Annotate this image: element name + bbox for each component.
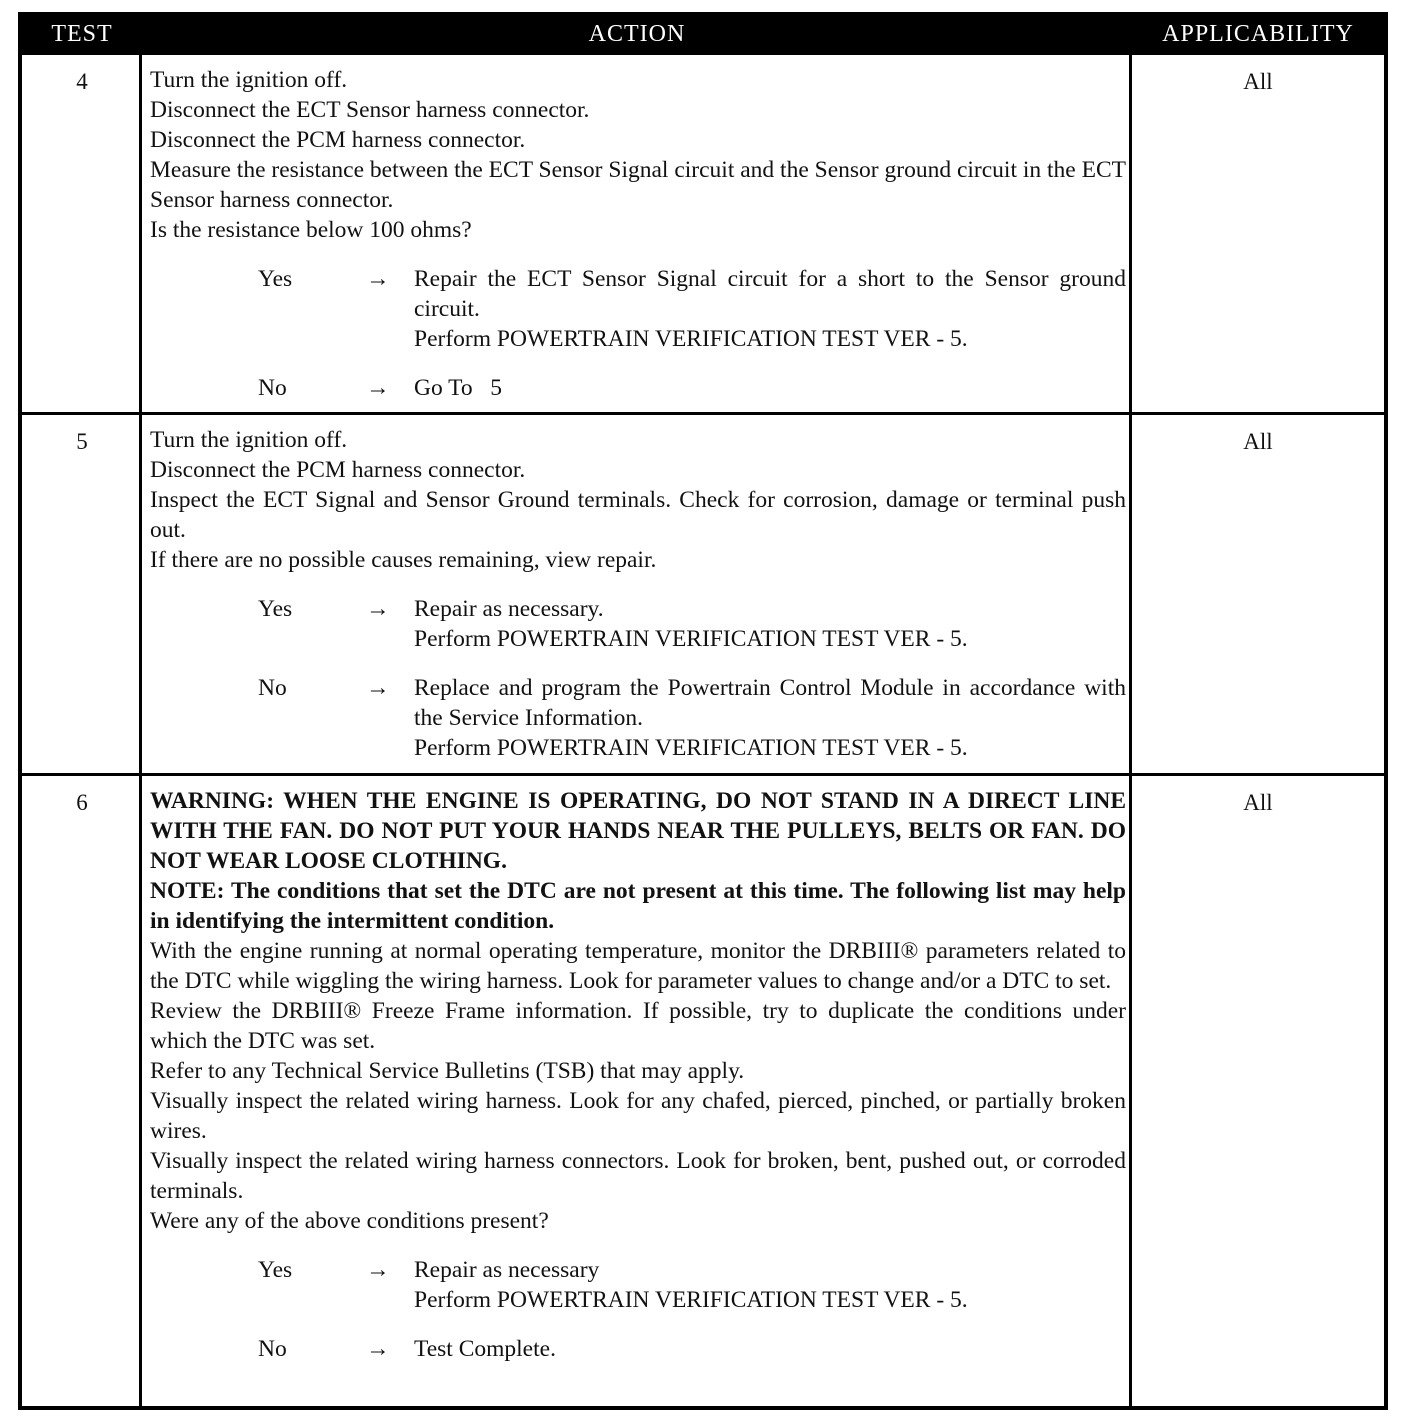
outcome-result: [414, 1255, 1126, 1315]
result-line: Perform POWERTRAIN VERIFICATION TEST VER - 5.: [414, 626, 968, 652]
action-cell: [150, 65, 1126, 403]
no-outcome: [150, 373, 1126, 403]
test-number: 5: [76, 429, 88, 454]
action-line: Disconnect the PCM harness connector.: [150, 457, 526, 483]
table-header: [22, 16, 1384, 55]
arrow-icon: →: [366, 1257, 390, 1283]
no-outcome: [150, 673, 1126, 763]
outcome-result: [414, 1334, 1126, 1364]
arrow-icon: →: [366, 266, 390, 292]
action-question: Were any of the above conditions present?: [150, 1208, 549, 1234]
action-line: Turn the ignition off.: [150, 427, 348, 453]
action-line: Measure the resistance between the ECT Sensor Signal circuit and the Sensor ground circuit in the ECT Sensor harness connector.: [150, 157, 1126, 213]
diagnostic-test-table: [18, 12, 1388, 1410]
action-line: With the engine running at normal operating temperature, monitor the DRBIII® parameters related to the DTC while wiggling the wiring harness. Look for parameter values to change and/or a DTC to set.: [150, 938, 1126, 994]
note-text: NOTE: The conditions that set the DTC are not present at this time. The following list may help in identifying the intermittent condition.: [150, 878, 1126, 934]
action-line: Inspect the ECT Signal and Sensor Ground terminals. Check for corrosion, damage or terminal push out.: [150, 487, 1126, 543]
result-line: Repair as necessary.: [414, 596, 604, 622]
header-test: TEST: [51, 21, 113, 47]
applicability-value: All: [1243, 790, 1273, 815]
result-line: Test Complete.: [414, 1336, 556, 1362]
outcome-result: [414, 373, 1126, 403]
no-label: No: [258, 1336, 287, 1362]
result-line: Replace and program the Powertrain Control Module in accordance with the Service Information.: [414, 675, 1126, 731]
yes-label: Yes: [258, 1257, 293, 1283]
arrow-icon: →: [366, 675, 390, 701]
outcome-result: [414, 264, 1126, 354]
action-line: If there are no possible causes remaining, view repair.: [150, 547, 657, 573]
action-cell: [150, 425, 1126, 763]
yes-outcome: [150, 1255, 1126, 1315]
arrow-icon: →: [366, 375, 390, 401]
action-cell: [150, 786, 1126, 1364]
result-line: Repair as necessary: [414, 1257, 600, 1283]
no-label: No: [258, 375, 287, 401]
result-line: Go To 5: [414, 375, 503, 401]
arrow-icon: →: [366, 596, 390, 622]
table-row: [22, 415, 1384, 773]
result-line: Repair the ECT Sensor Signal circuit for a short to the Sensor ground circuit.: [414, 266, 1126, 322]
header-action: ACTION: [588, 21, 686, 47]
result-line: Perform POWERTRAIN VERIFICATION TEST VER - 5.: [414, 735, 968, 761]
action-line: Visually inspect the related wiring harness connectors. Look for broken, bent, pushed out, or corroded terminals.: [150, 1148, 1126, 1204]
table-row: [22, 55, 1384, 412]
warning-text: WARNING: WHEN THE ENGINE IS OPERATING, DO NOT STAND IN A DIRECT LINE WITH THE FAN. DO NOT PUT YOUR HANDS NEAR THE PULLEYS, BELTS OR FAN. DO NOT WEAR LOOSE CLOTHING.: [150, 788, 1126, 874]
outcome-result: [414, 594, 1126, 654]
action-question: Is the resistance below 100 ohms?: [150, 217, 472, 243]
test-number: 6: [76, 790, 88, 815]
outcome-result: [414, 673, 1126, 763]
table-row: [22, 776, 1384, 1406]
action-line: Visually inspect the related wiring harness. Look for any chafed, pierced, pinched, or partially broken wires.: [150, 1088, 1126, 1144]
applicability-value: All: [1243, 69, 1273, 94]
result-line: Perform POWERTRAIN VERIFICATION TEST VER - 5.: [414, 1287, 968, 1313]
yes-outcome: [150, 264, 1126, 354]
no-label: No: [258, 675, 287, 701]
action-line: Turn the ignition off.: [150, 67, 348, 93]
yes-label: Yes: [258, 596, 293, 622]
applicability-value: All: [1243, 429, 1273, 454]
result-line: Perform POWERTRAIN VERIFICATION TEST VER - 5.: [414, 326, 968, 352]
action-line: Disconnect the ECT Sensor harness connector.: [150, 97, 590, 123]
action-line: Refer to any Technical Service Bulletins (TSB) that may apply.: [150, 1058, 745, 1084]
action-line: Disconnect the PCM harness connector.: [150, 127, 526, 153]
no-outcome: [150, 1334, 1126, 1364]
arrow-icon: →: [366, 1336, 390, 1362]
header-applicability: APPLICABILITY: [1162, 21, 1354, 47]
test-number: 4: [76, 69, 88, 94]
yes-label: Yes: [258, 266, 293, 292]
action-line: Review the DRBIII® Freeze Frame information. If possible, try to duplicate the conditions under which the DTC was set.: [150, 998, 1126, 1054]
yes-outcome: [150, 594, 1126, 654]
